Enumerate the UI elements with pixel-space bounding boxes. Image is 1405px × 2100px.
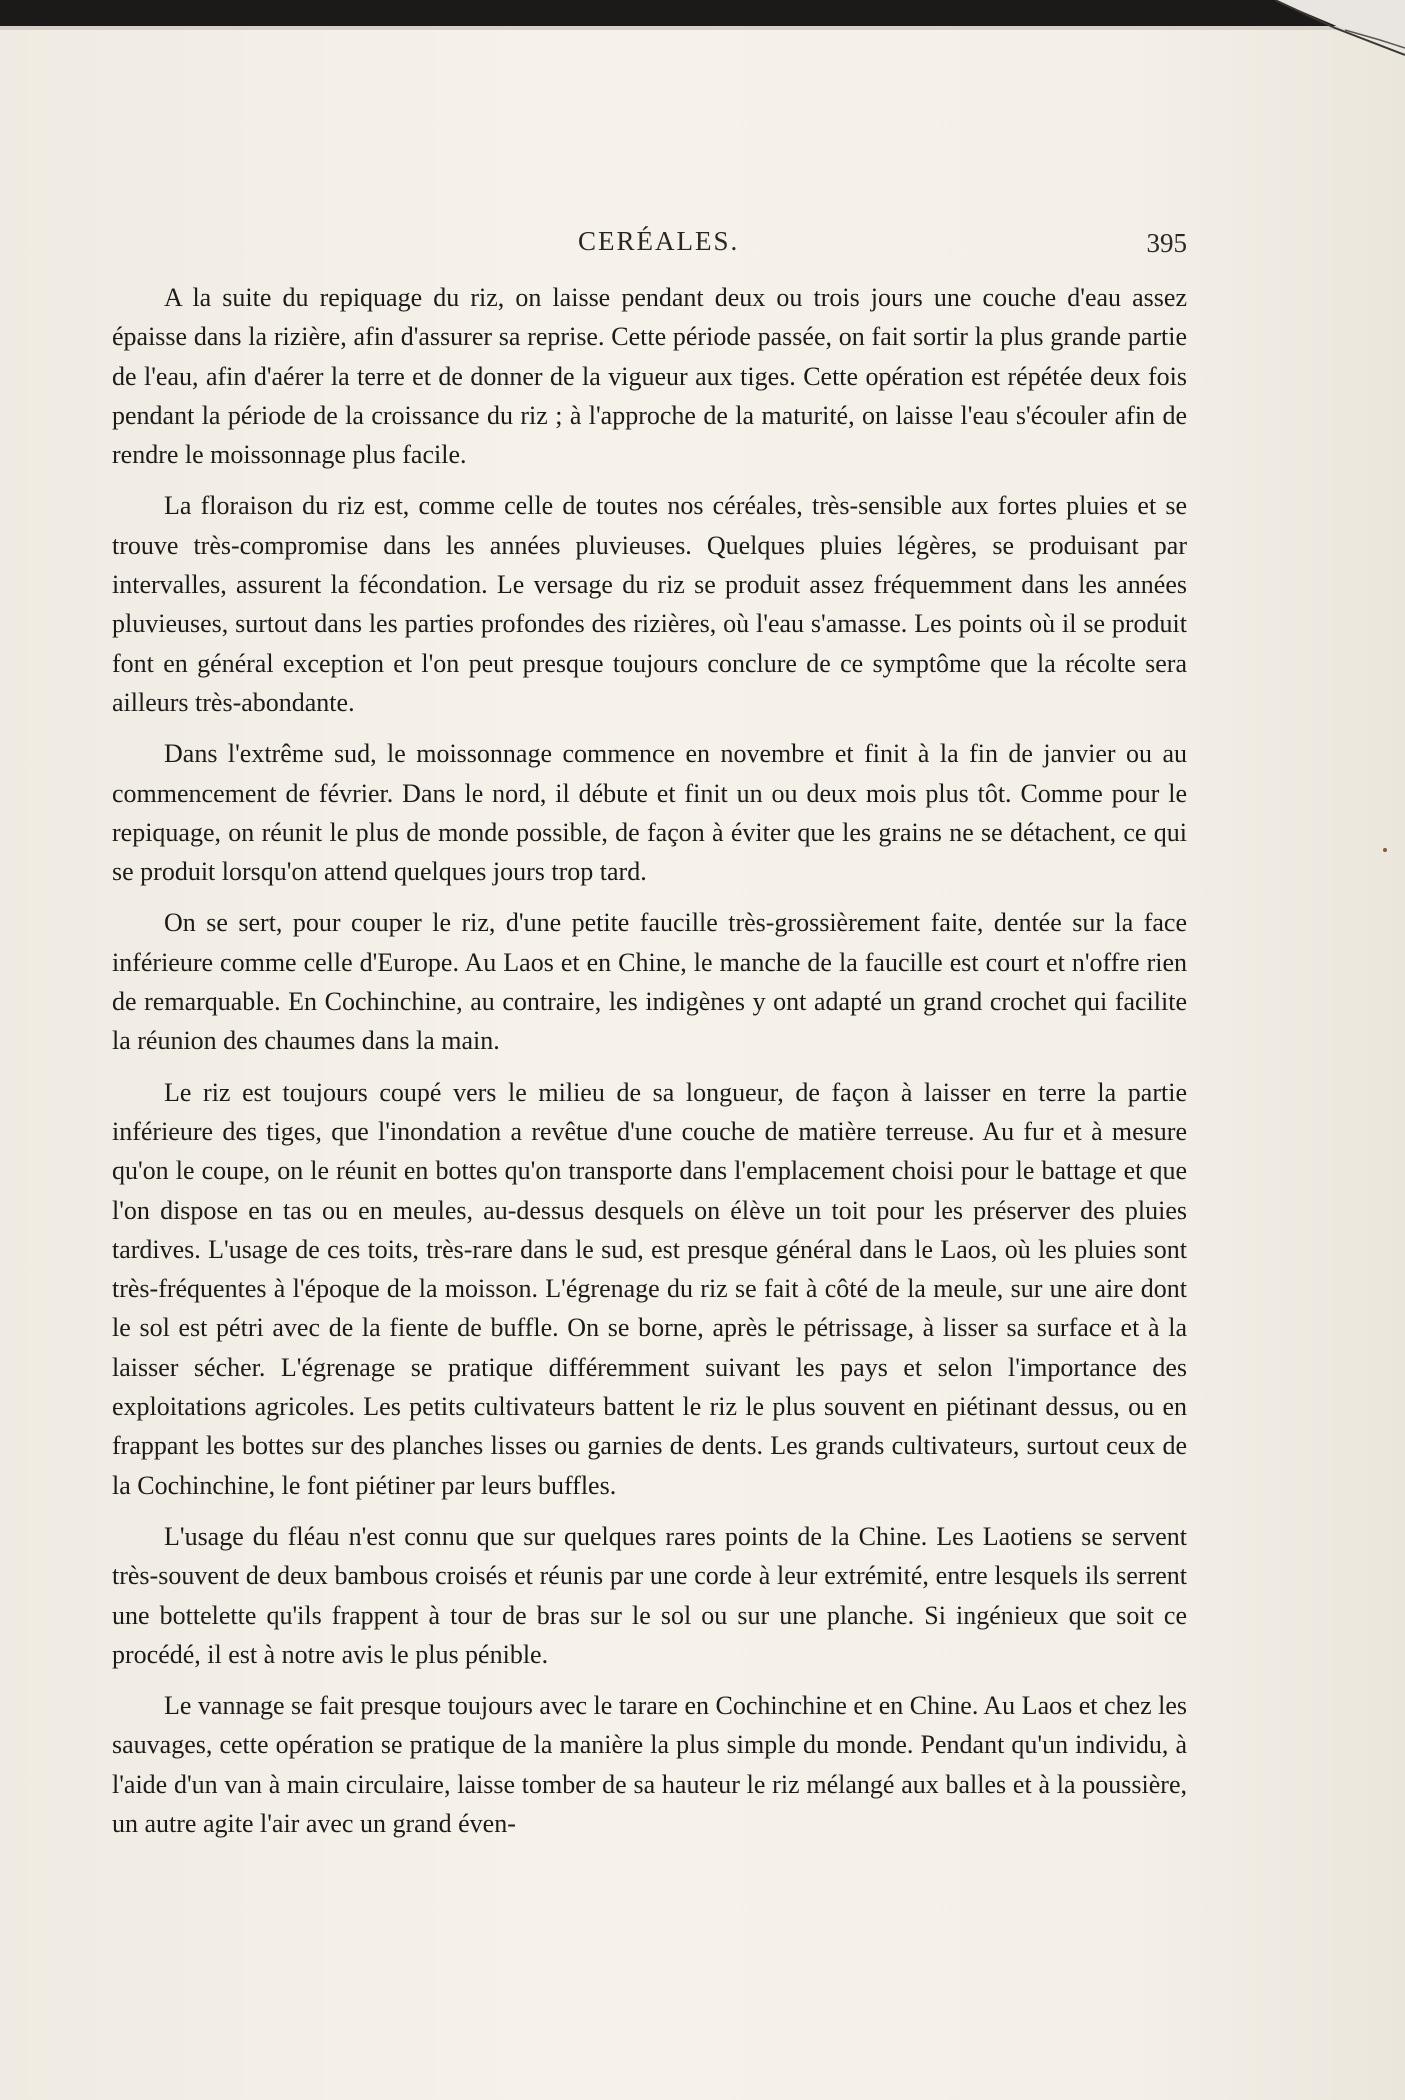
paragraph: A la suite du repiquage du riz, on laisse pendant deux ou trois jours une couche d'eau assez épaisse dans la rizière, afin d'assurer sa reprise. Cette période passée, on fait sortir la plus grande partie de l'eau, afin d'aérer la terre et de donner de la vigueur aux tiges. Cette opération est répétée deux fois pendant la période de la croissance du riz ; à l'approche de la maturité, on laisse l'eau s'écouler afin de rendre le moissonnage plus facile. [112, 283, 1187, 470]
paragraph: Dans l'extrême sud, le moissonnage commence en novembre et finit à la fin de janvier ou au commencement de février. Dans le nord, il débute et finit un ou deux mois plus tôt. Comme pour le repiquage, on réunit le plus de monde possible, de façon à éviter que les grains ne se détachent, ce qui se produit lorsqu'on attend quelques jours trop tard. [112, 739, 1187, 887]
page-number: 395 [1146, 228, 1187, 258]
paragraph: On se sert, pour couper le riz, d'une petite faucille très-grossièrement faite, dentée sur la face inférieure comme celle d'Europe. Au Laos et en Chine, le manche de la faucille est court et n'offre rien de remarquable. En Cochinchine, au contraire, les indigènes y ont adapté un grand crochet qui facilite la réunion des chaumes dans la main. [112, 908, 1187, 1056]
paragraph: Le vannage se fait presque toujours avec le tarare en Cochinchine et en Chine. Au Laos et chez les sauvages, cette opération se pratique de la manière la plus simple du monde. Pendant qu'un individu, à l'aide d'un van à main circulaire, laisse tomber de sa hauteur le riz mélangé aux balles et à la poussière, un autre agite l'air avec un grand éven- [112, 1691, 1187, 1838]
paragraph: L'usage du fléau n'est connu que sur quelques rares points de la Chine. Les Laotiens se servent très-souvent de deux bambous croisés et réunis par une corde à leur extrémité, entre lesquels ils serrent une bottelette qu'ils frappent à tour de bras sur le sol ou sur une planche. Si ingénieux que soit ce procédé, il est à notre avis le plus pénible. [112, 1521, 1187, 1669]
torn-corner [1275, 0, 1405, 80]
page-top-edge [0, 26, 1405, 30]
paper-speck [1383, 848, 1387, 852]
running-head: CERÉALES. [578, 226, 740, 256]
paragraph: La floraison du riz est, comme celle de toutes nos céréales, très-sensible aux fortes pluies et se trouve très-compromise dans les années pluvieuses. Quelques pluies légères, se produisant par intervalles, assurent la fécondation. Le versage du riz se produit assez fréquemment dans les années pluvieuses, surtout dans les parties profondes des rizières, où l'eau s'amasse. Les points où il se produit font en général exception et l'on peut presque toujours conclure de ce symptôme que la récolte sera ailleurs très-abondante. [112, 491, 1187, 717]
paragraph: Le riz est toujours coupé vers le milieu de sa longueur, de façon à laisser en terre la partie inférieure des tiges, que l'inondation a revêtue d'une couche de matière terreuse. Au fur et à mesure qu'on le coupe, on le réunit en bottes qu'on transporte dans l'emplacement choisi pour le battage et que l'on dispose en tas ou en meules, au-dessus desquels on élève un toit pour les préserver des pluies tardives. L'usage de ces toits, très-rare dans le sud, est presque général dans le Laos, où les pluies sont très-fréquentes à l'époque de la moisson. L'égrenage du riz se fait à côté de la meule, sur une aire dont le sol est pétri avec de la fiente de buffle. On se borne, après le pétrissage, à lisser sa surface et à la laisser sécher. L'égrenage se pratique différemment suivant les pays et selon l'importance des exploitations agricoles. Les petits cultivateurs battent le riz le plus souvent en piétinant dessus, ou en frappant les bottes sur des planches lisses ou garnies de dents. Les grands cultivateurs, surtout ceux de la Cochinchine, le font piétiner par leurs buffles. [112, 1077, 1187, 1500]
page-top-shadow [0, 0, 1405, 26]
body-text [112, 278, 1187, 1855]
page-header [112, 226, 1187, 266]
